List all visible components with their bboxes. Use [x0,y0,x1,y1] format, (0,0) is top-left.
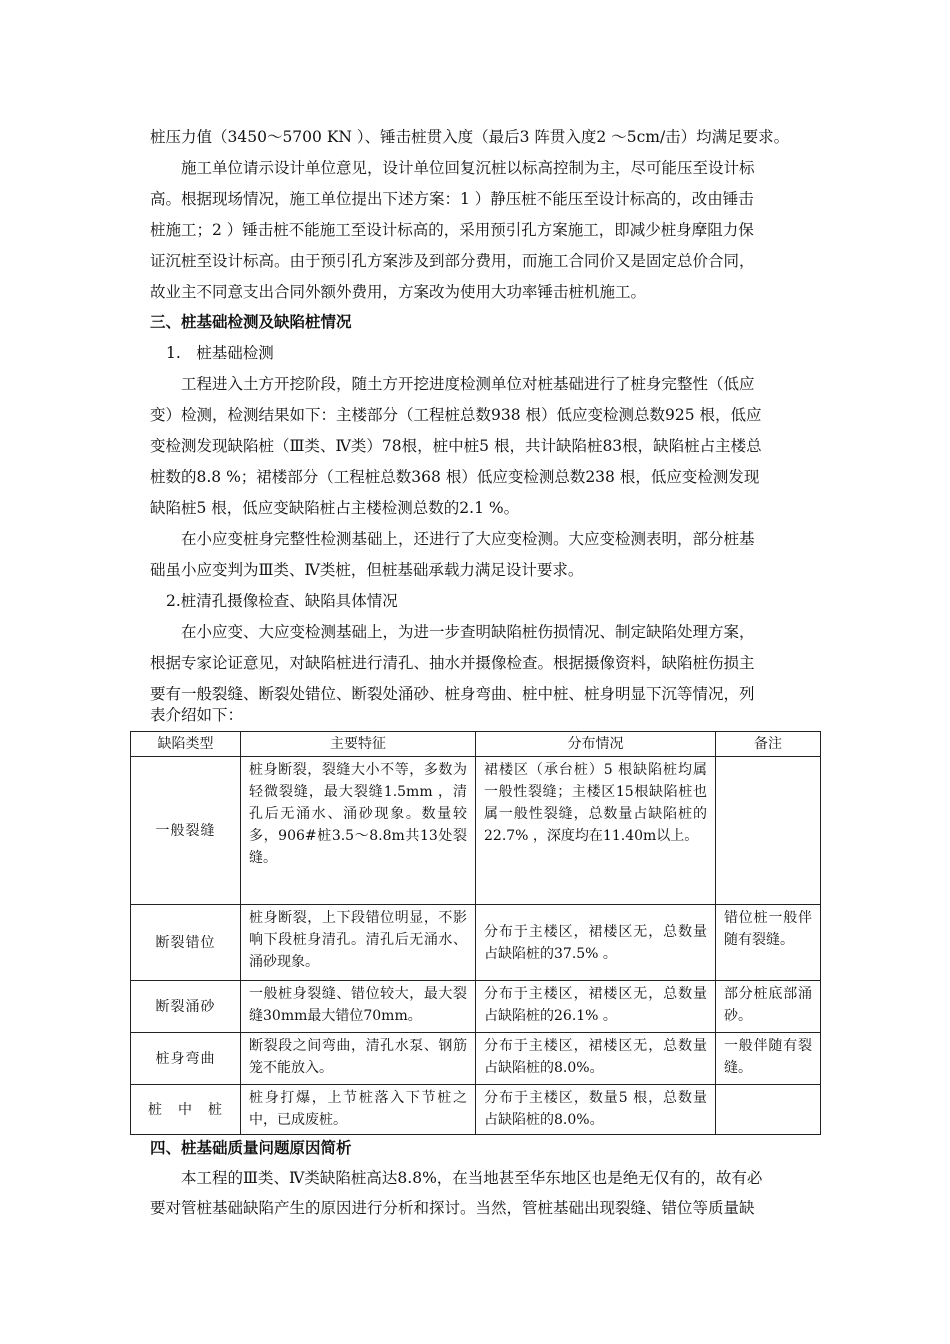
section-heading: 三、桩基础检测及缺陷桩情况 [150,313,352,331]
text-line: 桩数的8.8 %；裙楼部分（工程桩总数368 根）低应变检测总数238 根，低应变检测发现 [150,468,760,486]
text-line: 变检测发现缺陷桩（Ⅲ类、Ⅳ类）78根，桩中桩5 根，共计缺陷桩83根，缺陷桩占主楼总 [150,437,762,455]
text-line: 工程进入土方开挖阶段，随土方开挖进度检测单位对桩基础进行了桩身完整性（低应 [181,375,755,393]
table-row [131,757,821,905]
text-line: 要对管桩基础缺陷产生的原因进行分析和探讨。当然，管桩基础出现裂缝、错位等质量缺 [150,1199,755,1217]
table-header-row [131,732,821,757]
defect-table [130,731,821,1135]
header-cell: 分布情况 [476,732,716,757]
text-line: 桩压力值（3450～5700 KN ）、锤击桩贯入度（最后3 阵贯入度2 ～5cm/击）均满足要求。 [150,128,790,146]
distribution-cell: 分布于主楼区，裙楼区无，总数量占缺陷桩的8.0%。 [476,1033,716,1085]
text-line: 高。根据现场情况，施工单位提出下述方案：1 ）静压桩不能压至设计标高的，改由锤击 [150,190,754,208]
subsection-heading: 1. 桩基础检测 [166,344,274,362]
table-row [131,905,821,981]
header-cell: 主要特征 [241,732,476,757]
text-line: 缺陷桩5 根，低应变缺陷桩占主楼检测总数的2.1 %。 [150,499,520,517]
defect-type-cell: 断裂涌砂 [131,981,241,1033]
text-line: 证沉桩至设计标高。由于预引孔方案涉及到部分费用，而施工合同价又是固定总价合同， [150,252,755,270]
table-row [131,1033,821,1085]
table-row [131,981,821,1033]
distribution-cell: 分布于主楼区，数量5 根，总数量占缺陷桩的8.0%。 [476,1085,716,1135]
text-line: 在小应变桩身完整性检测基础上，还进行了大应变检测。大应变检测表明，部分桩基 [181,530,755,548]
feature-cell: 断裂段之间弯曲，清孔水泵、钢筋笼不能放入。 [241,1033,476,1085]
text-line: 础虽小应变判为Ⅲ类、Ⅳ类桩，但桩基础承载力满足设计要求。 [150,561,584,579]
feature-cell: 一般桩身裂缝、错位较大，最大裂缝30mm最大错位70mm。 [241,981,476,1033]
distribution-cell: 裙楼区（承台桩）5 根缺陷桩均属一般性裂缝；主楼区15根缺陷桩也属一般性裂缝，总数量占缺陷桩的22.7% ，深度均在11.40m以上。 [476,757,716,905]
table-row [131,1085,821,1135]
defect-type-cell: 断裂错位 [131,905,241,981]
defect-type-cell: 桩 中 桩 [131,1085,241,1135]
header-cell: 缺陷类型 [131,732,241,757]
note-cell: 一般伴随有裂缝。 [716,1033,821,1085]
text-line: 变）检测，检测结果如下：主楼部分（工程桩总数938 根）低应变检测总数925 根，低应 [150,406,762,424]
text-line: 根据专家论证意见，对缺陷桩进行清孔、抽水并摄像检查。根据摄像资料，缺陷桩伤损主 [150,654,755,672]
defect-type-cell: 桩身弯曲 [131,1033,241,1085]
distribution-cell: 分布于主楼区，裙楼区无，总数量占缺陷桩的26.1% 。 [476,981,716,1033]
header-cell: 备注 [716,732,821,757]
note-cell [716,757,821,905]
subsection-heading: 2.桩清孔摄像检查、缺陷具体情况 [166,592,398,610]
text-line: 本工程的Ⅲ类、Ⅳ类缺陷桩高达8.8%，在当地甚至华东地区也是绝无仅有的，故有必 [181,1169,763,1187]
feature-cell: 桩身打爆，上节桩落入下节桩之中，已成废桩。 [241,1085,476,1135]
distribution-cell: 分布于主楼区，裙楼区无，总数量占缺陷桩的37.5% 。 [476,905,716,981]
text-line: 桩施工；2 ）锤击桩不能施工至设计标高的，采用预引孔方案施工，即减少桩身摩阻力保 [150,221,754,239]
section-heading: 四、桩基础质量问题原因简析 [150,1139,352,1157]
defect-type-cell: 一般裂缝 [131,757,241,905]
text-line: 在小应变、大应变检测基础上，为进一步查明缺陷桩伤损情况、制定缺陷处理方案， [181,623,755,641]
text-line: 施工单位请示设计单位意见，设计单位回复沉桩以标高控制为主，尽可能压至设计标 [181,159,755,177]
note-cell [716,1085,821,1135]
feature-cell: 桩身断裂，裂缝大小不等，多数为轻微裂缝，最大裂缝1.5mm ，清孔后无涌水、涌砂现象。数量较多，906#桩3.5～8.8m共13处裂缝。 [241,757,476,905]
note-cell: 部分桩底部涌砂。 [716,981,821,1033]
text-line: 表介绍如下： [150,706,244,724]
feature-cell: 桩身断裂，上下段错位明显，不影响下段桩身清孔。清孔后无涌水、涌砂现象。 [241,905,476,981]
text-line: 要有一般裂缝、断裂处错位、断裂处涌砂、桩身弯曲、桩中桩、桩身明显下沉等情况，列 [150,685,755,703]
note-cell: 错位桩一般伴随有裂缝。 [716,905,821,981]
text-line: 故业主不同意支出合同外额外费用，方案改为使用大功率锤击桩机施工。 [150,283,647,301]
